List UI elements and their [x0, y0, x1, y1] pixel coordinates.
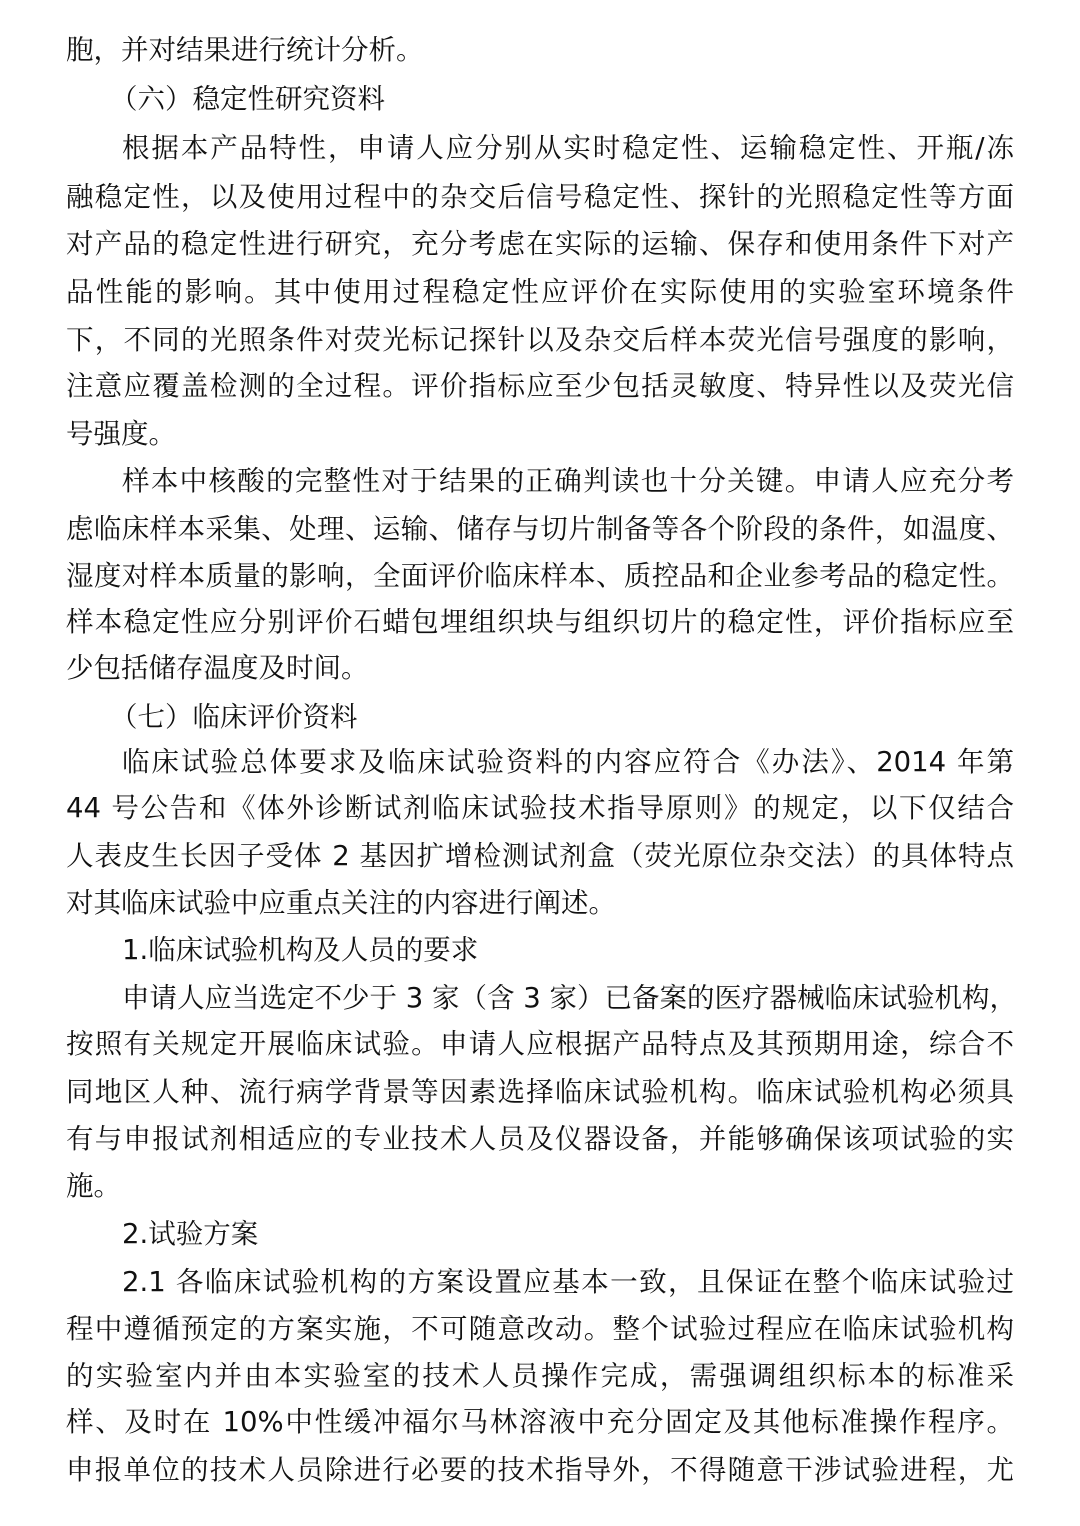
text-line: 虑临床样本采集、处理、运输、储存与切片制备等各个阶段的条件，如温度、 — [66, 513, 1014, 545]
text-line: 融稳定性，以及使用过程中的杂交后信号稳定性、探针的光照稳定性等方面 — [66, 181, 1014, 213]
text-line: 湿度对样本质量的影响，全面评价临床样本、质控品和企业参考品的稳定性。 — [66, 560, 1014, 592]
subsection-heading: 1.临床试验机构及人员的要求 — [122, 934, 479, 966]
text-line: 下，不同的光照条件对荧光标记探针以及杂交后样本荧光信号强度的影响， — [66, 324, 1014, 356]
text-line: 申报单位的技术人员除进行必要的技术指导外，不得随意干涉试验进程，尤 — [66, 1454, 1014, 1486]
text-line: 申请人应当选定不少于 3 家（含 3 家）已备案的医疗器械临床试验机构， — [122, 982, 1017, 1014]
text-line: 施。 — [66, 1170, 121, 1202]
text-line: 品性能的影响。其中使用过程稳定性应评价在实际使用的实验室环境条件 — [66, 276, 1014, 308]
text-line: 样本中核酸的完整性对于结果的正确判读也十分关键。申请人应充分考 — [122, 465, 1014, 497]
text-line: 临床试验总体要求及临床试验资料的内容应符合《办法》、2014 年第 — [122, 746, 1014, 778]
text-line: 按照有关规定开展临床试验。申请人应根据产品特点及其预期用途，综合不 — [66, 1028, 1014, 1060]
text-line: 胞，并对结果进行统计分析。 — [66, 34, 424, 66]
text-line: 样、及时在 10%中性缓冲福尔马林溶液中充分固定及其他标准操作程序。 — [66, 1406, 1014, 1438]
text-line: 有与申报试剂相适应的专业技术人员及仪器设备，并能够确保该项试验的实 — [66, 1123, 1014, 1155]
text-line: 样本稳定性应分别评价石蜡包埋组织块与组织切片的稳定性，评价指标应至 — [66, 606, 1014, 638]
text-line: 对其临床试验中应重点关注的内容进行阐述。 — [66, 887, 616, 919]
subsection-heading: 2.试验方案 — [122, 1218, 259, 1250]
text-line: 号强度。 — [66, 418, 176, 450]
text-line: 注意应覆盖检测的全过程。评价指标应至少包括灵敏度、特异性以及荧光信 — [66, 370, 1014, 402]
text-line: 少包括储存温度及时间。 — [66, 652, 369, 684]
text-line: 44 号公告和《体外诊断试剂临床试验技术指导原则》的规定，以下仅结合 — [66, 792, 1014, 824]
text-line: 程中遵循预定的方案实施，不可随意改动。整个试验过程应在临床试验机构 — [66, 1313, 1014, 1345]
text-line: 同地区人种、流行病学背景等因素选择临床试验机构。临床试验机构必须具 — [66, 1076, 1014, 1108]
text-line: 人表皮生长因子受体 2 基因扩增检测试剂盒（荧光原位杂交法）的具体特点 — [66, 840, 1014, 872]
text-line: 的实验室内并由本实验室的技术人员操作完成，需强调组织标本的标准采 — [66, 1360, 1014, 1392]
section-heading: （七）临床评价资料 — [110, 701, 358, 733]
text-line: 根据本产品特性，申请人应分别从实时稳定性、运输稳定性、开瓶/冻 — [122, 132, 1014, 164]
text-line: 对产品的稳定性进行研究，充分考虑在实际的运输、保存和使用条件下对产 — [66, 228, 1014, 260]
section-heading: （六）稳定性研究资料 — [110, 83, 385, 115]
text-line: 2.1 各临床试验机构的方案设置应基本一致，且保证在整个临床试验过 — [122, 1266, 1014, 1298]
